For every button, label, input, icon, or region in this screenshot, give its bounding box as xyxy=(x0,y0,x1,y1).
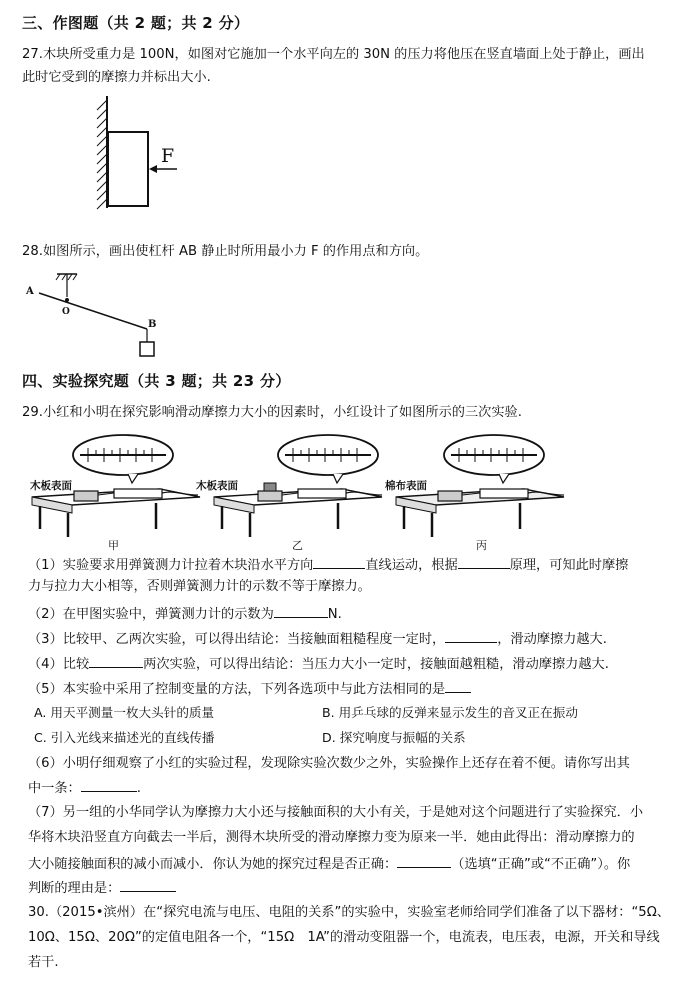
q29-p7-line4-text: 判断的理由是： xyxy=(28,881,121,896)
q29-p7-line3a: 大小随接触面积的减小而减小．你认为她的探究过程是否正确： xyxy=(28,857,398,872)
lever-ab xyxy=(39,293,147,329)
q29-p2-b: N. xyxy=(327,607,342,622)
q29-p4-b: 两次实验，可以得出结论：当压力大小一定时，接触面越粗糙，滑动摩擦力越大. xyxy=(143,657,609,672)
hanging-weight xyxy=(140,342,154,356)
answer-blank[interactable] xyxy=(313,554,365,569)
force-arrowhead xyxy=(149,165,157,173)
q29-p1-c: 原理，可知此时摩擦 xyxy=(509,558,629,573)
q29-p1-line2: 力与拉力大小相等，否则弹簧测力计的示数不等于摩擦力。 xyxy=(28,579,371,594)
weight-on-block xyxy=(264,483,276,491)
q30-line1: 30.（2015•滨州）在“探究电流与电压、电阻的关系”的实验中，实验室老师给同学们准备了以下器材：“5Ω、 xyxy=(28,905,670,920)
experiment-figure-yi xyxy=(196,435,382,552)
section-4-heading: 四、实验探究题（共 3 题；共 23 分） xyxy=(22,372,291,390)
q29-p2 xyxy=(28,603,342,625)
q29-p1-a: （1）实验要求用弹簧测力计拉着木块沿水平方向 xyxy=(28,558,314,573)
experiment-figure-bing xyxy=(385,435,564,552)
label-o: O xyxy=(62,307,70,317)
q29-p4-a: （4）比较 xyxy=(28,657,90,672)
q29-p7-line1: （7）另一组的小华同学认为摩擦力大小还与接触面积的大小有关，于是她对这个问题进行了实验探究．小 xyxy=(28,805,644,820)
bubble-tail xyxy=(128,474,138,483)
wood-block xyxy=(258,491,282,501)
answer-blank[interactable] xyxy=(81,777,137,792)
answer-blank[interactable] xyxy=(120,877,176,892)
wood-block xyxy=(438,491,462,501)
q29-p5-stem-text: （5）本实验中采用了控制变量的方法，下列各选项中与此方法相同的是 xyxy=(28,682,446,697)
spring-scale xyxy=(298,489,346,498)
label-a: A xyxy=(26,286,34,297)
answer-blank[interactable] xyxy=(458,554,510,569)
q29-p7-line3 xyxy=(28,853,630,875)
q28-figure xyxy=(24,270,164,362)
q30-line2: 10Ω、15Ω、20Ω”的定值电阻各一个，“15Ω 1A”的滑动变阻器一个，电流表，电压表，电源，开关和导线 xyxy=(28,930,660,945)
q29-option-a[interactable]: A. 用天平测量一枚大头针的质量 xyxy=(34,705,215,720)
q29-p1-line1 xyxy=(28,554,628,576)
spring-scale xyxy=(114,489,162,498)
label-b: B xyxy=(148,319,157,330)
q29-p3-b: ，滑动摩擦力越大. xyxy=(497,632,607,647)
surface-label: 棉布表面 xyxy=(385,480,427,492)
spring-scale xyxy=(480,489,528,498)
surface-label: 木板表面 xyxy=(196,480,238,492)
q29-p7-line4 xyxy=(28,877,176,899)
experiment-figure-jia xyxy=(30,435,200,552)
q29-p6-line2 xyxy=(28,777,141,799)
answer-blank[interactable] xyxy=(445,678,471,693)
bubble-tail xyxy=(499,474,509,483)
q29-option-c[interactable]: C. 引入光线来描述光的直线传播 xyxy=(34,730,215,745)
q27-figure xyxy=(85,92,195,212)
q29-p3-a: （3）比较甲、乙两次实验，可以得出结论：当接触面粗糙程度一定时， xyxy=(28,632,446,647)
figure-caption: 甲 xyxy=(108,539,119,552)
figure-caption: 丙 xyxy=(476,539,487,552)
q29-option-b[interactable]: B. 用乒乓球的反弹来显示发生的音叉正在振动 xyxy=(322,705,578,720)
q29-p4 xyxy=(28,653,609,675)
q29-p2-a: （2）在甲图实验中，弹簧测力计的示数为 xyxy=(28,607,274,622)
answer-blank[interactable] xyxy=(274,603,328,618)
q29-intro: 29.小红和小明在探究影响滑动摩擦力大小的因素时，小红设计了如图所示的三次实验. xyxy=(22,405,522,420)
pivot-point xyxy=(65,298,69,302)
q29-option-d[interactable]: D. 探究响度与振幅的关系 xyxy=(322,730,466,745)
q29-p6-line1: （6）小明仔细观察了小红的实验过程，发现除实验次数少之外，实验操作上还存在着不便。请你写出其 xyxy=(28,756,630,771)
answer-blank[interactable] xyxy=(397,853,451,868)
q29-p1-b: 直线运动，根据 xyxy=(365,558,458,573)
q29-p7-line2: 华将木块沿竖直方向截去一半后，测得木块所受的滑动摩擦力变为原来一半．她由此得出：滑动摩擦力的 xyxy=(28,830,635,845)
q29-figures xyxy=(28,433,660,553)
answer-blank[interactable] xyxy=(445,628,497,643)
answer-blank[interactable] xyxy=(89,653,143,668)
q29-p6-line2b: . xyxy=(136,781,141,796)
q27-text-line1: 27.木块所受重力是 100N，如图对它施加一个水平向左的 30N 的压力将他压在竖直墙面上处于静止，画出 xyxy=(22,47,645,62)
q28-text-line1: 28.如图所示，画出使杠杆 AB 静止时所用最小力 F 的作用点和方向。 xyxy=(22,244,429,259)
force-label: F xyxy=(161,145,175,167)
bubble-tail xyxy=(333,474,343,483)
q29-p5-stem xyxy=(28,678,471,700)
wall-hatching xyxy=(97,100,107,209)
surface-label: 木板表面 xyxy=(30,480,72,492)
wood-block xyxy=(74,491,98,501)
q29-p6-line2a: 中一条： xyxy=(28,781,81,796)
wood-block xyxy=(108,132,148,206)
figure-caption: 乙 xyxy=(292,539,303,552)
q30-line3: 若干. xyxy=(28,955,59,970)
q29-p3 xyxy=(28,628,607,650)
experiment-figures-svg xyxy=(28,433,660,553)
q27-text-line2: 此时它受到的摩擦力并标出大小. xyxy=(22,70,211,85)
section-3-heading: 三、作图题（共 2 题；共 2 分） xyxy=(22,14,250,32)
q29-p7-line3b: （选填“正确”或“不正确”）。你 xyxy=(451,857,631,872)
